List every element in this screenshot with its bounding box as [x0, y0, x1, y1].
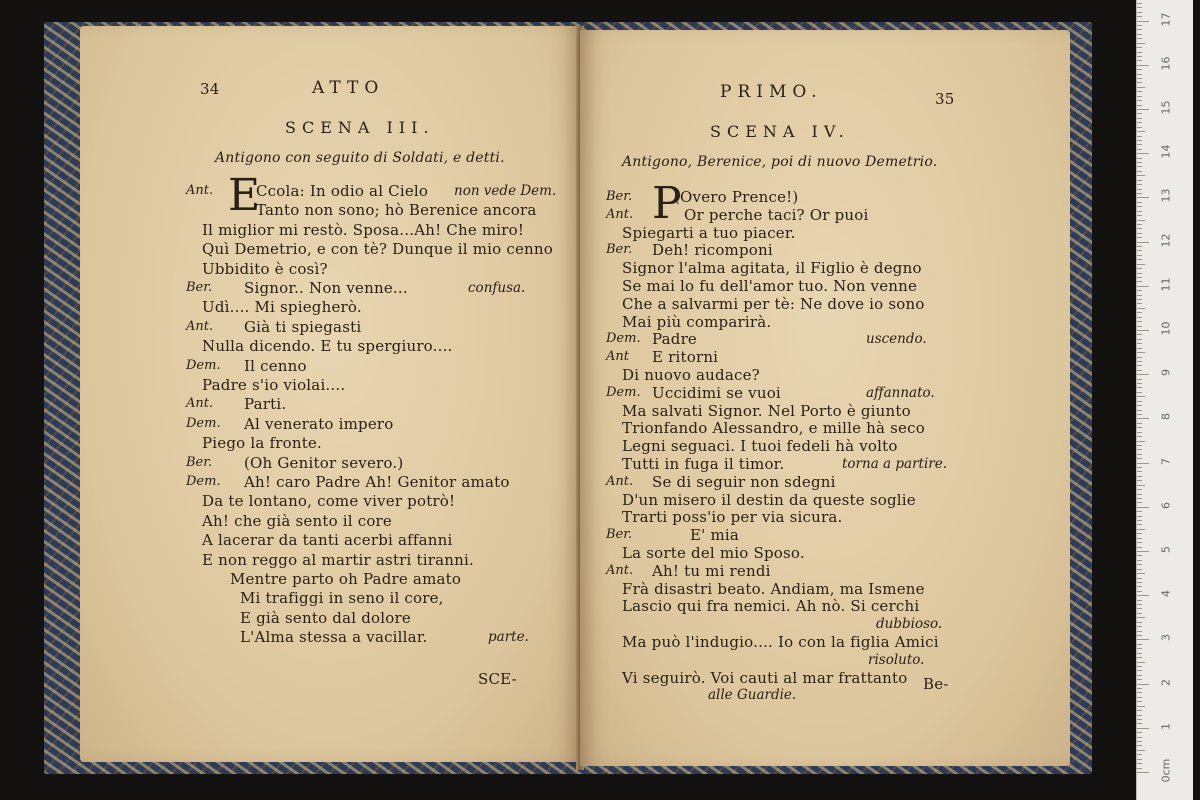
ruler-tick: [1137, 772, 1149, 773]
speaker-label: Ant.: [186, 318, 214, 334]
verse-line: Vi seguirò. Voi cauti al mar frattanto: [622, 668, 908, 687]
ruler-tick: [1137, 604, 1142, 605]
speaker-label: Ant.: [606, 473, 634, 489]
ruler-tick: [1137, 348, 1142, 349]
scene-subtitle-right: Antigono, Berenice, poi di nuovo Demetrio.: [622, 154, 938, 170]
ruler-tick: [1137, 476, 1142, 477]
ruler-tick: [1137, 136, 1142, 137]
ruler-tick: [1137, 273, 1142, 274]
ruler-tick: [1137, 113, 1142, 114]
ruler-tick: [1137, 405, 1142, 406]
verse-line: A lacerar da tanti acerbi affanni: [202, 531, 453, 550]
ruler-tick: [1137, 153, 1149, 154]
ruler-tick: [1137, 290, 1142, 291]
verse-line: Mi trafiggi in seno il core,: [240, 589, 444, 608]
ruler-label: 11: [1159, 277, 1173, 292]
ruler-tick: [1137, 69, 1142, 70]
verse-line: Che a salvarmi per tè: Ne dove io sono: [622, 294, 925, 313]
speaker-label: Ber.: [606, 189, 633, 204]
verse-line: D'un misero il destin da queste soglie: [622, 490, 916, 509]
ruler-tick: [1137, 78, 1142, 79]
ruler-label: 10: [1159, 321, 1173, 336]
verse-line: Parti.: [244, 395, 287, 414]
ruler-tick: [1137, 489, 1142, 490]
verse-line: Signor l'alma agitata, il Figlio è degno: [622, 259, 922, 278]
ruler-tick: [1137, 171, 1142, 172]
stage-direction: risoluto.: [868, 651, 925, 668]
speaker-label: Ber.: [186, 280, 213, 295]
catchword-left: SCE-: [478, 670, 517, 688]
ruler-tick: [1137, 220, 1145, 221]
ruler-tick: [1137, 47, 1142, 48]
ruler-tick: [1137, 299, 1142, 300]
verse-line: (Oh Genitor severo.): [244, 453, 404, 472]
ruler-tick: [1137, 524, 1142, 525]
ruler-tick: [1137, 684, 1149, 685]
stage-direction: uscendo.: [866, 331, 927, 348]
ruler-tick: [1137, 255, 1142, 256]
ruler-tick: [1137, 374, 1149, 375]
ruler-tick: [1137, 122, 1142, 123]
ruler-tick: [1137, 295, 1142, 296]
ruler-tick: [1137, 441, 1145, 442]
ruler-tick: [1137, 383, 1142, 384]
ruler-tick: [1137, 635, 1142, 636]
verse-line: Padre s'io violai....: [202, 376, 346, 394]
ruler-tick: [1137, 498, 1142, 499]
ruler-tick: [1137, 237, 1142, 238]
verse-line: Ma salvati Signor. Nel Porto è giunto: [622, 401, 911, 420]
ruler-tick: [1137, 303, 1142, 304]
ruler-tick: [1137, 507, 1149, 508]
ruler-tick: [1137, 494, 1142, 495]
running-head-right: PRIMO.: [720, 82, 823, 102]
ruler-tick: [1137, 228, 1142, 229]
ruler-tick: [1137, 3, 1142, 4]
ruler-tick: [1137, 710, 1142, 711]
ruler-tick: [1137, 547, 1142, 548]
ruler-tick: [1137, 144, 1142, 145]
ruler-tick: [1137, 644, 1142, 645]
ruler-tick: [1137, 750, 1145, 751]
ruler-tick: [1137, 396, 1145, 397]
ruler-tick: [1137, 728, 1149, 729]
verse-line: Quì Demetrio, e con tè? Dunque il mio cenno: [202, 240, 553, 259]
ruler-tick: [1137, 339, 1142, 340]
ruler-tick: [1137, 533, 1142, 534]
ruler-tick: [1137, 675, 1142, 676]
ruler-tick: [1137, 423, 1142, 424]
speaker-label: Dem.: [186, 357, 221, 373]
ruler-tick: [1137, 365, 1142, 366]
ruler-tick: [1137, 211, 1142, 212]
catchword-right: Be-: [923, 675, 949, 693]
ruler-tick: [1137, 617, 1145, 618]
ruler-label: 15: [1159, 100, 1173, 115]
ruler-tick: [1137, 759, 1142, 760]
ruler-tick: [1137, 613, 1142, 614]
speaker-label: Dem.: [186, 415, 221, 431]
speaker-label: Ant: [606, 349, 629, 365]
ruler-tick: [1137, 463, 1149, 464]
verse-line: Trarti poss'io per via sicura.: [622, 508, 843, 527]
ruler-tick: [1137, 242, 1149, 243]
ruler-tick: [1137, 564, 1142, 565]
stage-direction: alle Guardie.: [708, 687, 797, 704]
ruler-tick: [1137, 454, 1142, 455]
verse-line: E ritorni: [652, 348, 719, 367]
ruler-tick: [1137, 692, 1142, 693]
ruler-tick: [1137, 7, 1142, 8]
ruler-tick: [1137, 542, 1142, 543]
speaker-label: Dem.: [606, 331, 641, 347]
ruler-tick: [1137, 56, 1142, 57]
ruler-tick: [1137, 343, 1142, 344]
ruler-tick: [1137, 445, 1142, 446]
ruler-tick: [1137, 206, 1142, 207]
ruler-tick: [1137, 361, 1142, 362]
ruler-tick: [1137, 418, 1149, 419]
ruler-tick: [1137, 569, 1142, 570]
ruler-tick: [1137, 34, 1142, 35]
drop-cap-left: E: [228, 170, 261, 221]
ruler-tick: [1137, 334, 1142, 335]
speaker-label: Ber.: [606, 242, 633, 258]
ruler-tick: [1137, 529, 1145, 530]
ruler-tick: [1137, 449, 1142, 450]
verse-line: Ubbidito è così?: [202, 259, 328, 278]
ruler-label: 5: [1159, 546, 1173, 553]
ruler-tick: [1137, 281, 1142, 282]
ruler-tick: [1137, 551, 1149, 552]
ruler-tick: [1137, 520, 1142, 521]
ruler-tick: [1137, 52, 1142, 53]
ruler-label: 17: [1159, 12, 1173, 27]
ruler-tick: [1137, 414, 1142, 415]
ruler-tick: [1137, 516, 1142, 517]
verse-line: Ah! tu mi rendi: [652, 561, 771, 580]
ruler-tick: [1137, 264, 1145, 265]
speaker-label: Ant.: [186, 396, 214, 412]
right-page: [580, 30, 1070, 766]
ruler-label: 7: [1159, 457, 1173, 465]
ruler-tick: [1137, 578, 1142, 579]
ruler-tick: [1137, 38, 1142, 39]
ruler-tick: [1137, 91, 1142, 92]
ruler-tick: [1137, 648, 1142, 649]
stage-direction: dubbioso.: [876, 616, 943, 633]
verse-line: Se di seguir non sdegni: [652, 472, 836, 491]
ruler-label: 16: [1159, 56, 1173, 71]
ruler-tick: [1137, 586, 1142, 587]
ruler-tick: [1137, 653, 1142, 654]
ruler-tick: [1137, 131, 1145, 132]
ruler-tick: [1137, 277, 1142, 278]
speaker-label: Ant.: [606, 562, 634, 578]
stage-direction: parte.: [488, 629, 529, 646]
stage-direction: confusa.: [468, 280, 526, 296]
ruler-tick: [1137, 286, 1149, 287]
ruler-tick: [1137, 595, 1149, 596]
verse-line: Già ti spiegasti: [244, 317, 362, 336]
ruler-tick: [1137, 158, 1142, 159]
ruler-tick: [1137, 745, 1142, 746]
ruler-tick: [1137, 109, 1149, 110]
speaker-label: Ber.: [606, 527, 633, 543]
ruler-tick: [1137, 12, 1142, 13]
ruler-tick: [1137, 555, 1142, 556]
ruler-tick: [1137, 701, 1142, 702]
verse-line: Nulla dicendo. E tu spergiuro....: [202, 337, 453, 356]
verse-line: Spiegarti a tuo piacer.: [622, 223, 796, 242]
ruler-tick: [1137, 96, 1142, 97]
verse-line: Il cenno: [244, 356, 307, 375]
speaker-label: Ant.: [606, 206, 634, 222]
scene-title-left: SCENA III.: [285, 118, 435, 137]
ruler-tick: [1137, 670, 1142, 671]
verse-line: Ccola: In odio al Cielo: [256, 182, 429, 200]
ruler-tick: [1137, 688, 1142, 689]
ruler-tick: [1137, 317, 1142, 318]
ruler-tick: [1137, 763, 1142, 764]
ruler-tick: [1137, 25, 1142, 26]
verse-line: Ah! che già sento il core: [202, 511, 393, 530]
ruler-tick: [1137, 741, 1142, 742]
ruler-label: 0cm: [1159, 758, 1173, 783]
verse-line: La sorte del mio Sposo.: [622, 544, 805, 562]
verse-line: Al venerato impero: [244, 414, 394, 433]
ruler-tick: [1137, 326, 1142, 327]
ruler-tick: [1137, 467, 1142, 468]
ruler-tick: [1137, 175, 1145, 176]
verse-line: Ah! caro Padre Ah! Genitor amato: [244, 473, 510, 491]
ruler-label: 1: [1159, 722, 1173, 730]
verse-line: Il miglior mi restò. Sposa...Ah! Che miro!: [202, 220, 525, 239]
ruler-tick: [1137, 82, 1142, 83]
verse-line: Deh! ricomponi: [652, 241, 773, 260]
ruler-tick: [1137, 29, 1142, 30]
ruler-tick: [1137, 432, 1142, 433]
verse-line: Padre: [652, 330, 698, 349]
stage-direction: non vede Dem.: [454, 183, 557, 199]
ruler-tick: [1137, 639, 1149, 640]
running-head-left: ATTO: [312, 78, 385, 98]
ruler-tick: [1137, 622, 1142, 623]
ruler-tick: [1137, 330, 1149, 331]
verse-line: L'Alma stessa a vacillar.: [240, 628, 428, 647]
ruler-tick: [1137, 140, 1142, 141]
ruler-tick: [1137, 308, 1145, 309]
ruler-tick: [1137, 582, 1142, 583]
measuring-ruler: [1136, 0, 1193, 800]
ruler-tick: [1137, 312, 1142, 313]
ruler-tick: [1137, 321, 1142, 322]
ruler-tick: [1137, 458, 1142, 459]
verse-line: Piego la fronte.: [202, 434, 322, 453]
verse-line: Ma può l'indugio.... Io con la figlia Amici: [622, 633, 939, 651]
ruler-tick: [1137, 427, 1142, 428]
ruler-tick: [1137, 737, 1142, 738]
stage-direction: torna a partire.: [842, 456, 948, 472]
ruler-tick: [1137, 202, 1142, 203]
ruler-label: 2: [1159, 678, 1173, 686]
ruler-tick: [1137, 480, 1142, 481]
speaker-label: Ant.: [186, 183, 214, 198]
verse-line: Legni seguaci. I tuoi fedeli hà volto: [622, 437, 898, 456]
ruler-tick: [1137, 410, 1142, 411]
ruler-tick: [1137, 706, 1145, 707]
scene-title-right: SCENA IV.: [710, 122, 850, 141]
ruler-tick: [1137, 180, 1142, 181]
ruler-tick: [1137, 715, 1142, 716]
ruler-tick: [1137, 538, 1142, 539]
verse-line: Or perche taci? Or puoi: [684, 205, 869, 224]
ruler-tick: [1137, 631, 1142, 632]
scene-subtitle-left: Antigono con seguito di Soldati, e detti.: [215, 150, 505, 166]
ruler-tick: [1137, 485, 1145, 486]
stage-direction: affannato.: [866, 384, 935, 401]
drop-cap-right: P: [652, 178, 682, 229]
ruler-tick: [1137, 127, 1142, 128]
ruler-tick: [1137, 573, 1145, 574]
verse-line: Lascio qui fra nemici. Ah nò. Si cerchi: [622, 597, 920, 616]
verse-line: Di nuovo audace?: [622, 366, 760, 384]
verse-line: Tutti in fuga il timor.: [622, 455, 785, 473]
ruler-tick: [1137, 74, 1142, 75]
ruler-tick: [1137, 697, 1142, 698]
ruler-tick: [1137, 679, 1142, 680]
ruler-tick: [1137, 502, 1142, 503]
ruler-tick: [1137, 268, 1142, 269]
verse-line: Signor.. Non venne...: [244, 279, 408, 297]
ruler-tick: [1137, 666, 1142, 667]
ruler-tick: [1137, 224, 1142, 225]
ruler-tick: [1137, 387, 1142, 388]
ruler-tick: [1137, 197, 1149, 198]
ruler-tick: [1137, 511, 1142, 512]
ruler-tick: [1137, 233, 1142, 234]
ruler-tick: [1137, 16, 1142, 17]
verse-line: Se mai lo fu dell'amor tuo. Non venne: [622, 277, 918, 295]
ruler-tick: [1137, 754, 1142, 755]
page-number-right: 35: [935, 90, 955, 108]
verse-line: Trionfando Alessandro, e mille hà seco: [622, 419, 925, 438]
verse-line: Frà disastri beato. Andiam, ma Ismene: [622, 579, 925, 598]
verse-line: E' mia: [690, 526, 740, 545]
ruler-label: 14: [1159, 144, 1173, 159]
speaker-label: Ber.: [186, 454, 213, 470]
ruler-tick: [1137, 259, 1142, 260]
ruler-label: 12: [1159, 233, 1173, 248]
ruler-tick: [1137, 43, 1145, 44]
ruler-tick: [1137, 118, 1142, 119]
verse-line: Da te lontano, come viver potrò!: [202, 492, 456, 511]
ruler-tick: [1137, 87, 1145, 88]
ruler-tick: [1137, 352, 1145, 353]
verse-line: Udì.... Mi spiegherò.: [202, 298, 362, 317]
ruler-tick: [1137, 100, 1142, 101]
ruler-tick: [1137, 401, 1142, 402]
ruler-tick: [1137, 21, 1149, 22]
ruler-label: 8: [1159, 413, 1173, 421]
ruler-tick: [1137, 719, 1142, 720]
ruler-tick: [1137, 379, 1142, 380]
ruler-tick: [1137, 184, 1142, 185]
page-number-left: 34: [200, 80, 220, 98]
ruler-tick: [1137, 65, 1149, 66]
ruler-tick: [1137, 600, 1142, 601]
left-page: [80, 26, 580, 762]
ruler-tick: [1137, 370, 1142, 371]
verse-line: E non reggo al martir astri tiranni.: [202, 550, 474, 569]
ruler-tick: [1137, 162, 1142, 163]
ruler-tick: [1137, 608, 1142, 609]
ruler-tick: [1137, 250, 1142, 251]
ruler-tick: [1137, 189, 1142, 190]
ruler-tick: [1137, 591, 1142, 592]
ruler-tick: [1137, 149, 1142, 150]
verse-line: Mai più comparirà.: [622, 312, 772, 331]
verse-line: (Overo Prence!): [674, 188, 799, 206]
verse-line: Uccidimi se vuoi: [652, 383, 781, 402]
ruler-tick: [1137, 723, 1142, 724]
verse-line: Tanto non sono; hò Berenice ancora: [256, 201, 537, 220]
ruler-label: 3: [1159, 634, 1173, 642]
ruler-tick: [1137, 246, 1142, 247]
ruler-tick: [1137, 732, 1142, 733]
speaker-label: Dem.: [186, 474, 221, 489]
ruler-tick: [1137, 60, 1142, 61]
verse-line: Mentre parto oh Padre amato: [230, 570, 462, 588]
ruler-tick: [1137, 193, 1142, 194]
ruler-label: 13: [1159, 188, 1173, 203]
ruler-tick: [1137, 357, 1142, 358]
ruler-tick: [1137, 471, 1142, 472]
verse-line: E già sento dal dolore: [240, 608, 411, 627]
ruler-label: 4: [1159, 590, 1173, 598]
ruler-tick: [1137, 166, 1142, 167]
ruler-tick: [1137, 626, 1142, 627]
ruler-tick: [1137, 215, 1142, 216]
speaker-label: Dem.: [606, 384, 641, 400]
ruler-tick: [1137, 560, 1142, 561]
ruler-label: 9: [1159, 369, 1173, 377]
ruler-label: 6: [1159, 501, 1173, 509]
ruler-tick: [1137, 105, 1142, 106]
ruler-tick: [1137, 436, 1142, 437]
ruler-tick: [1137, 392, 1142, 393]
ruler-tick: [1137, 657, 1142, 658]
ruler-tick: [1137, 662, 1145, 663]
ruler-tick: [1137, 768, 1142, 769]
